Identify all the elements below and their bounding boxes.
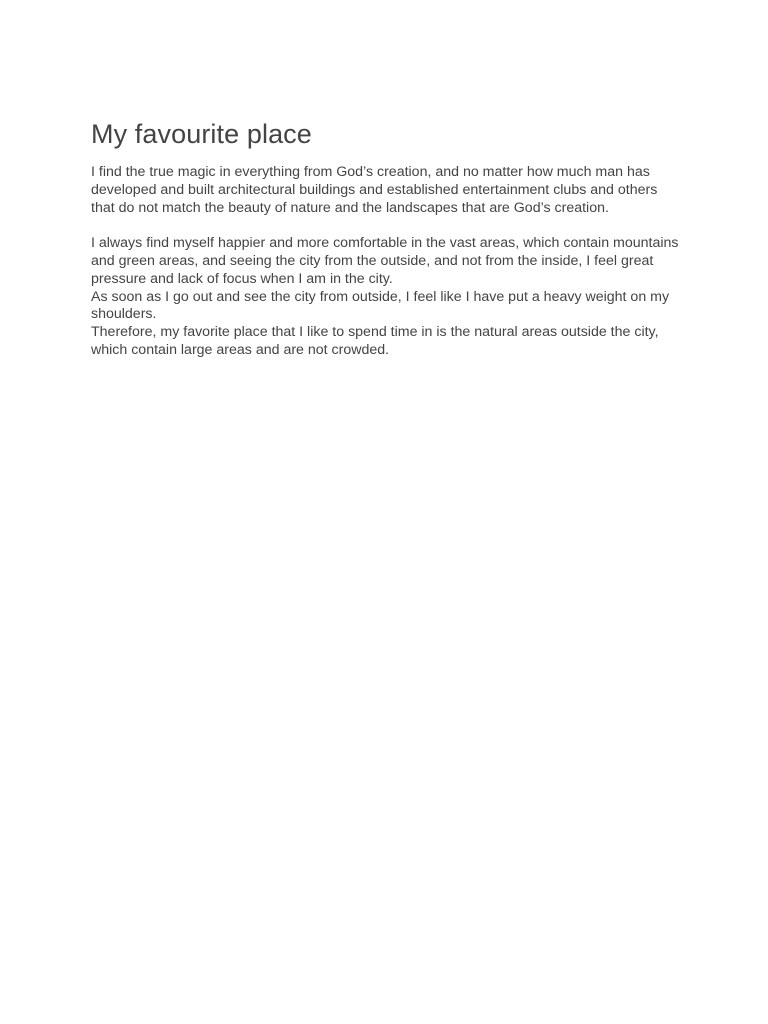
document-page [91,114,681,360]
paragraph-2: I always find myself happier and more comfortable in the vast areas, which contain mountains and green areas, and seeing the city from the outside, and not from the inside, I feel great pressure and lack of focus when I am in the city. [91,235,679,287]
paragraph-3: As soon as I go out and see the city from outside, I feel like I have put a heavy weight on my shoulders. [91,288,670,323]
paragraph-1: I find the true magic in everything from God’s creation, and no matter how much man has developed and built architectural buildings and established entertainment clubs and others that do not match the beauty of nature and the landscapes that are God’s creation. [91,164,658,216]
paragraph-4: Therefore, my favorite place that I like to spend time in is the natural areas outside the city, which contain large areas and are not crowded. [91,324,659,358]
document-title: My favourite place [91,119,312,149]
